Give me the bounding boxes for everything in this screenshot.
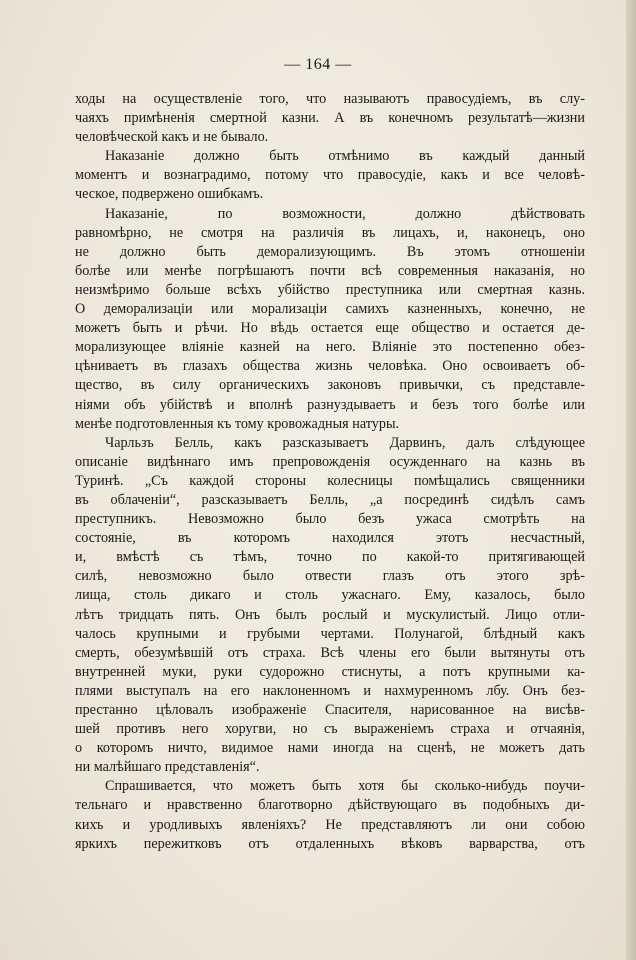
text-line: преступникъ. Невозможно было безъ ужаса смотрѣть на	[75, 511, 585, 528]
text-line: человѣческой какъ и не бывало.	[75, 129, 269, 146]
text-line: ходы на осуществленіе того, что называютъ правосудіемъ, въ слу-	[75, 91, 585, 107]
text-line: силѣ, невозможно было отвести глазъ отъ этого зрѣ-	[75, 568, 585, 585]
text-line: шей противъ него хоругви, но съ выраженіемъ страха и отчаянія,	[75, 721, 585, 738]
text-line: можетъ быть и рѣчи. Но вѣдь остается еще общество и остается де-	[75, 320, 585, 337]
text-line: въ облаченіи“, разсказываетъ Белль, „а посрединѣ сидѣлъ самъ	[75, 491, 585, 508]
text-line: неизмѣримо больше всѣхъ убійство преступника или смертная казнь.	[75, 281, 585, 298]
text-line: кихъ и уродливыхъ явленіяхъ? Не представляютъ ли они собою	[75, 816, 585, 833]
text-line: престанно цѣловалъ изображеніе Спасителя, нарисованное на висѣв-	[75, 702, 585, 718]
text-line: моментъ и вознаградимо, потому что правосудіе, какъ и все человѣ-	[75, 167, 585, 184]
text-line: чалось крупными и грубыми чертами. Полунагой, блѣдный какъ	[75, 625, 585, 642]
text-line: яркихъ пережитковъ отъ отдаленныхъ вѣковъ варварства, отъ	[75, 835, 585, 852]
text-line: описаніе видѣннаго имъ препровожденія осужденнаго на казнь въ	[75, 453, 585, 470]
text-line: ни малѣйшаго представленія“.	[75, 759, 260, 776]
text-line: ніями объ убійствѣ и вполнѣ разнуздываетъ и безъ того болѣе или	[75, 396, 585, 413]
text-line: о которомъ ничто, видимое нами иногда на сценѣ, не можетъ дать	[75, 740, 585, 757]
paragraph-5	[75, 777, 585, 853]
text-line: и, вмѣстѣ съ тѣмъ, точно по какой-то притягивающей	[75, 549, 585, 566]
text-line: тельнаго и нравственно благотворно дѣйствующаго въ подобныхъ ди-	[75, 797, 585, 814]
text-line: Наказаніе должно быть отмѣнимо въ каждый данный	[105, 148, 585, 165]
text-line: смерть, обезумѣвшій отъ страха. Всѣ члены его были вытянуты отъ	[75, 644, 585, 661]
text-line: Туринѣ. „Съ каждой стороны колесницы помѣщались священники	[75, 472, 585, 489]
paragraph-1	[75, 90, 585, 147]
paragraph-3	[75, 205, 585, 434]
text-line: не должно быть деморализующимъ. Въ этомъ отношеніи	[75, 243, 585, 260]
text-line: болѣе или менѣе погрѣшаютъ почти всѣ современныя наказанія, но	[75, 262, 585, 279]
text-line: О деморализаціи или морализаціи самихъ казненныхъ, конечно, не	[75, 301, 585, 318]
body-text	[75, 90, 585, 854]
page-edge-shadow	[626, 0, 636, 960]
paragraph-4	[75, 434, 585, 778]
text-line: морализующее вліяніе казней на него. Вліяніе это постепенно обез-	[75, 339, 585, 356]
text-line: лища, столь дикаго и столь ужаснаго. Ему, казалось, было	[75, 587, 585, 604]
text-line: ческое, подвержено ошибкамъ.	[75, 186, 264, 203]
text-line: Спрашивается, что можетъ быть хотя бы сколько-нибудь поучи-	[105, 778, 585, 795]
text-line: плями выступалъ на его наклоненномъ и нахмуренномъ лбу. Онъ без-	[75, 682, 585, 699]
text-line: чаяхъ примѣненія смертной казни. А въ конечномъ результатѣ—жизни	[75, 110, 585, 127]
text-line: щество, въ силу органическихъ законовъ привычки, съ представле-	[75, 377, 585, 394]
text-line: состояніе, въ которомъ находился этотъ несчастный,	[75, 530, 585, 547]
text-line: лѣтъ тридцать пять. Онъ былъ рослый и мускулистый. Лицо отли-	[75, 606, 585, 623]
text-line: внутренней муки, руки судорожно стиснуты, а потъ крупными ка-	[75, 663, 585, 680]
text-line: цѣниваетъ въ глазахъ общества жизнь человѣка. Оно освоиваетъ об-	[75, 358, 585, 375]
text-line: Наказаніе, по возможности, должно дѣйствовать	[105, 205, 585, 222]
paragraph-2	[75, 147, 585, 204]
page-number: — 164 —	[284, 56, 352, 73]
text-line: Чарльзъ Белль, какъ разсказываетъ Дарвинъ, далъ слѣдующее	[105, 434, 585, 451]
text-line: равномѣрно, не смотря на различія въ лицахъ, и, наконецъ, оно	[75, 224, 585, 241]
text-line: менѣе подготовленныя къ тому кровожадныя натуры.	[75, 415, 400, 432]
